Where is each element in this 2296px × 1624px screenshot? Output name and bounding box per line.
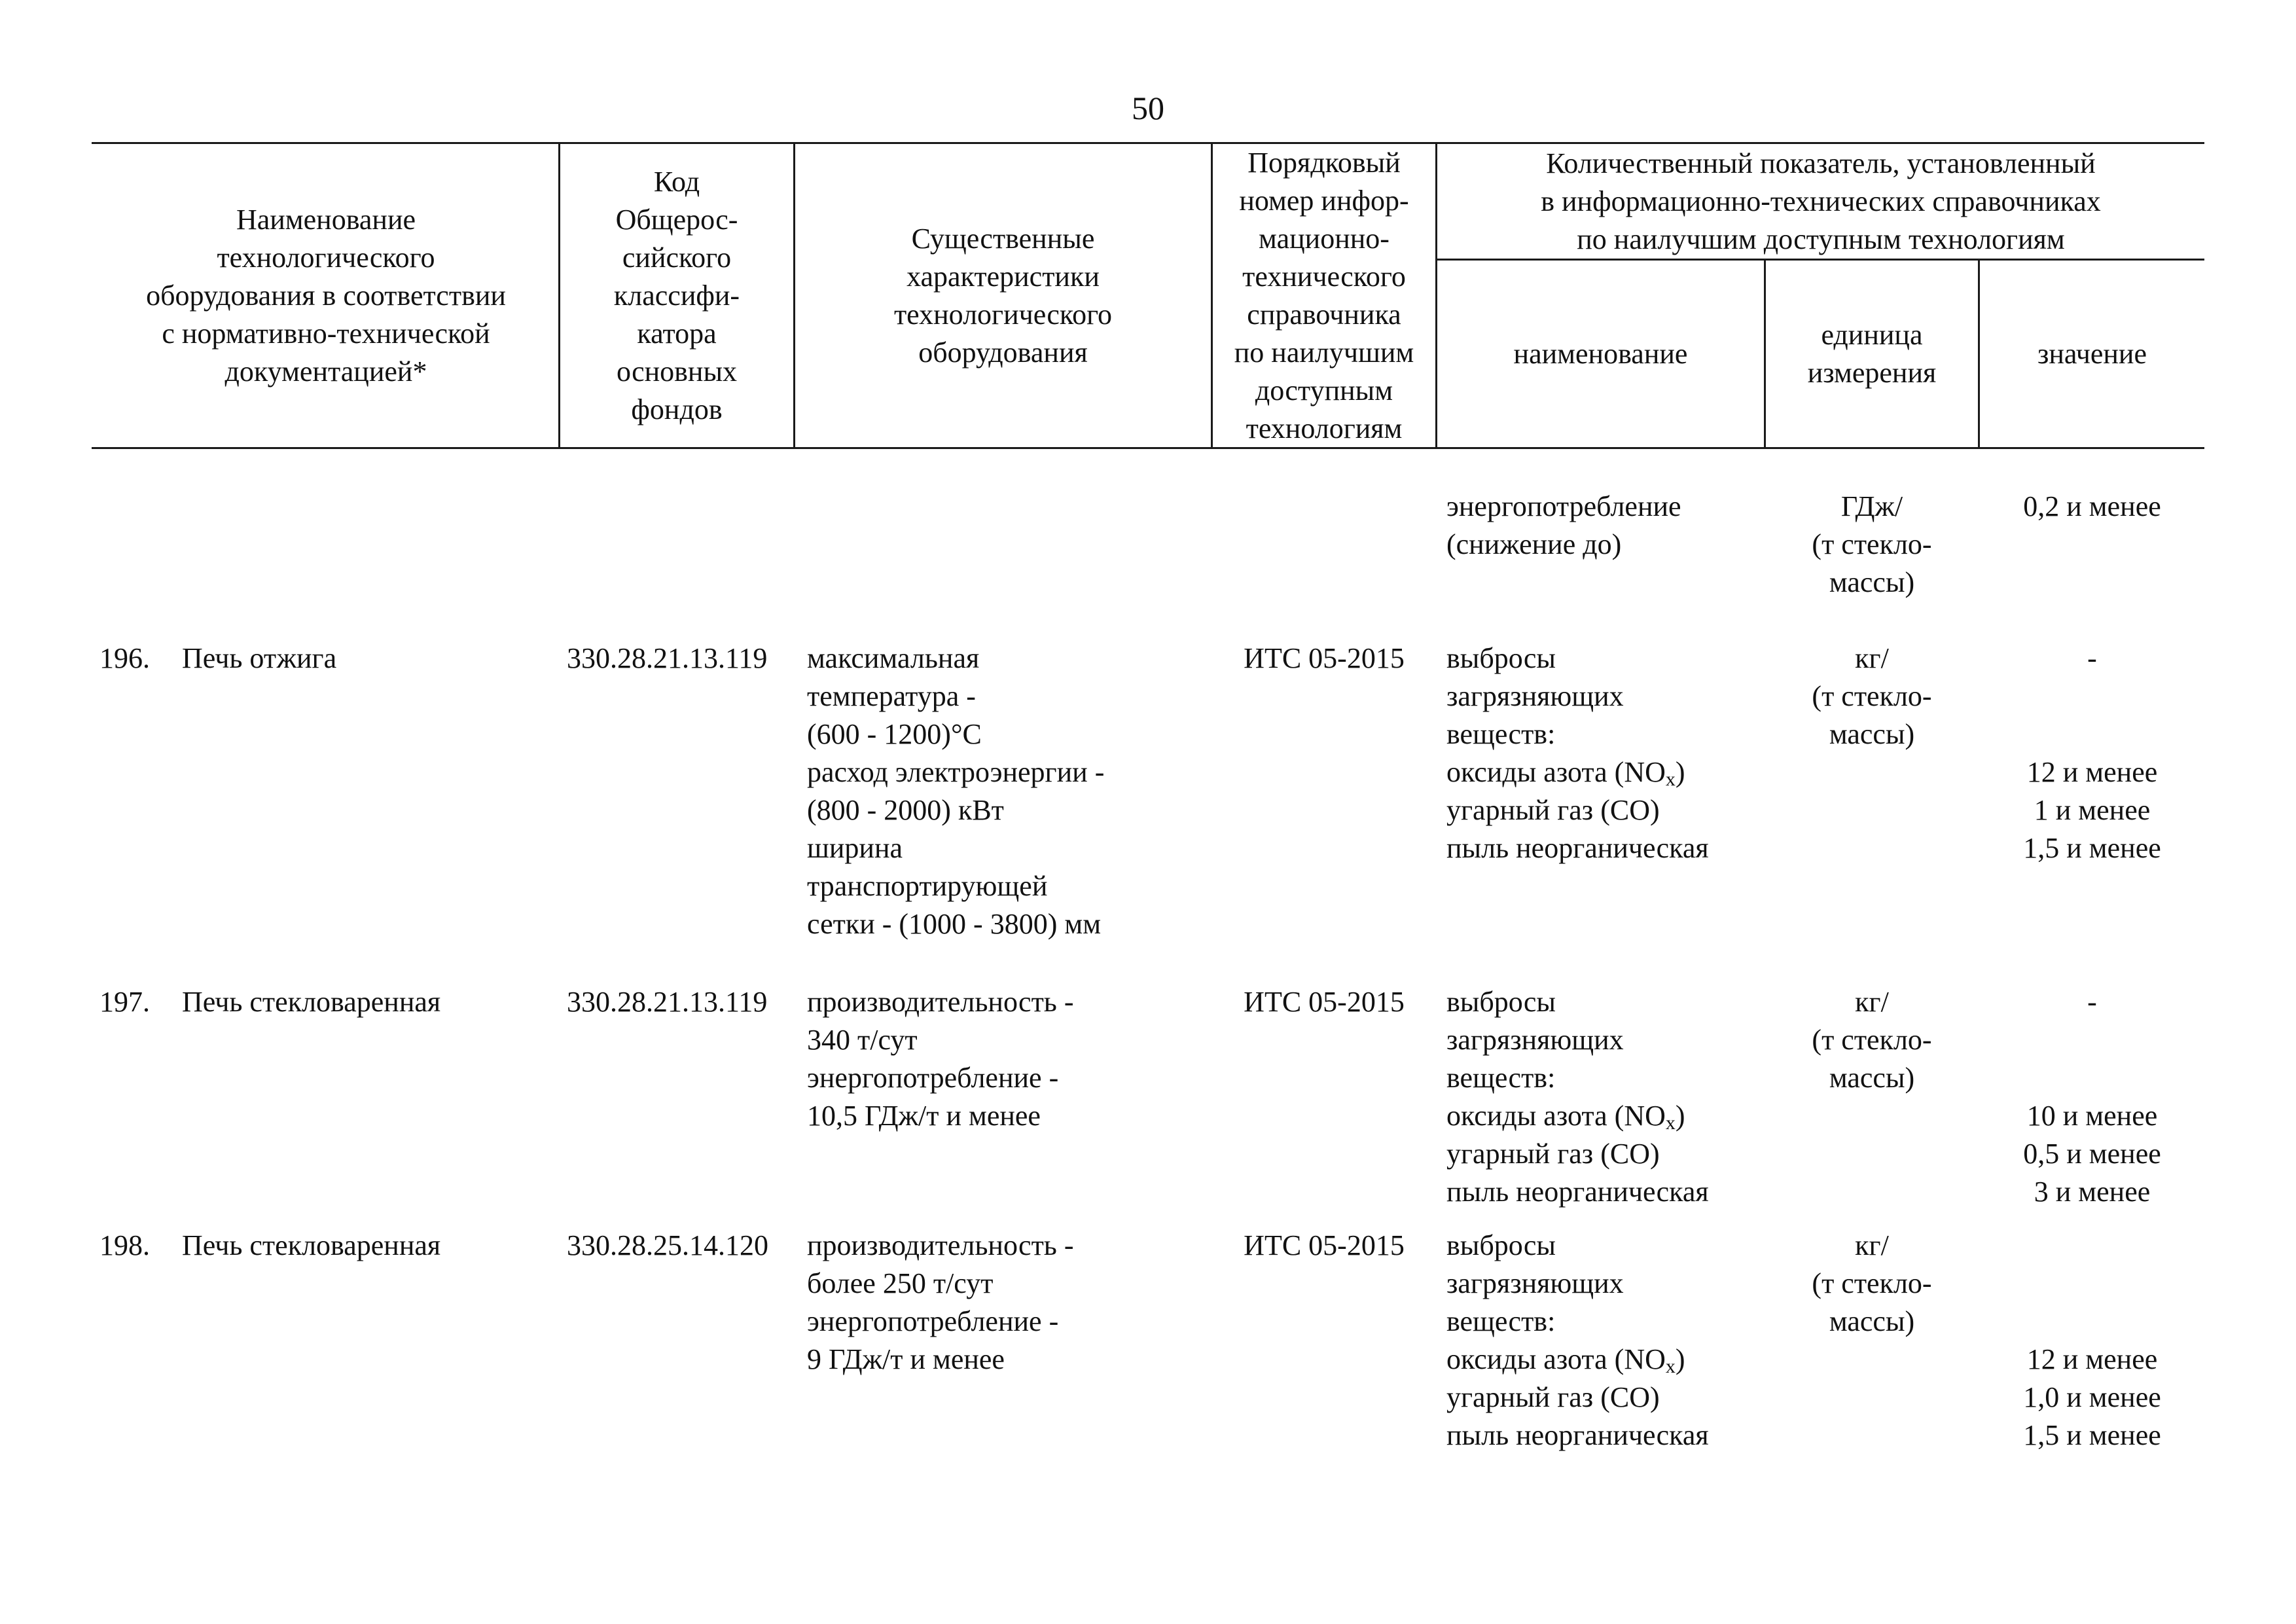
value-co: 1,0 и менее: [2023, 1381, 2161, 1413]
nox-label: оксиды азота (NO: [1446, 1100, 1666, 1132]
its-number: ИТС 05-2015: [1244, 986, 1405, 1018]
nox-close: ): [1675, 1343, 1685, 1375]
unit: кг/ (т стекло- массы): [1812, 642, 1932, 750]
value-dust: 1,5 и менее: [2023, 1419, 2161, 1451]
its-number: ИТС 05-2015: [1244, 642, 1405, 674]
value-dust: 3 и менее: [2034, 1176, 2151, 1208]
indicator-co: угарный газ (СО): [1446, 1138, 1660, 1170]
continuation-indicator: энергопотребление (снижение до): [1446, 490, 1681, 560]
characteristics: максимальная температура - (600 - 1200)°С расход электроэнергии - (800 - 2000) кВт ширина транспортирующей сетки - (1000 - 3800) мм: [807, 642, 1105, 940]
nox-subscript: x: [1665, 768, 1676, 790]
characteristics: производительность - 340 т/сут энергопотребление - 10,5 ГДж/т и менее: [807, 986, 1074, 1132]
equipment-name: Печь отжига: [182, 642, 337, 674]
header-bottom-rule: [92, 447, 2204, 449]
value-head: -: [2087, 986, 2097, 1018]
row-number: 197.: [99, 986, 150, 1018]
indicator-co: угарный газ (СО): [1446, 1381, 1660, 1413]
value-head: -: [2087, 642, 2097, 674]
header-indicator-name: наименование: [1513, 337, 1688, 370]
equipment-name: Печь стекловаренная: [182, 1229, 441, 1261]
nox-subscript: x: [1665, 1112, 1676, 1134]
characteristics: производительность - более 250 т/сут энергопотребление - 9 ГДж/т и менее: [807, 1229, 1074, 1375]
header-equipment-name: Наименование технологического оборудования в соответствии с нормативно-технической документацией*: [146, 203, 506, 388]
unit: кг/ (т стекло- массы): [1812, 1229, 1932, 1337]
indicator-co: угарный газ (СО): [1446, 794, 1660, 826]
indicator-nox: [1446, 1341, 1761, 1379]
unit: кг/ (т стекло- массы): [1812, 986, 1932, 1094]
okof-code: 330.28.21.13.119: [567, 986, 768, 1018]
indicator-emissions-head: выбросы загрязняющих веществ:: [1446, 642, 1624, 750]
nox-label: оксиды азота (NO: [1446, 1343, 1666, 1375]
nox-subscript: x: [1665, 1356, 1676, 1377]
indicator-dust: пыль неорганическая: [1446, 1419, 1709, 1451]
indicator-nox: [1446, 753, 1761, 791]
row-number: 196.: [99, 642, 150, 674]
continuation-unit: ГДж/ (т стекло- массы): [1812, 490, 1932, 598]
page-number: 50: [1132, 90, 1164, 126]
okof-code: 330.28.25.14.120: [567, 1229, 768, 1261]
row-number: 198.: [99, 1229, 150, 1261]
indicator-dust: пыль неорганическая: [1446, 1176, 1709, 1208]
value-co: 0,5 и менее: [2023, 1138, 2161, 1170]
nox-close: ): [1675, 756, 1685, 788]
nox-close: ): [1675, 1100, 1685, 1132]
okof-code: 330.28.21.13.119: [567, 642, 768, 674]
value-co: 1 и менее: [2034, 794, 2151, 826]
continuation-value: 0,2 и менее: [2023, 490, 2161, 522]
header-unit: единица измерения: [1807, 318, 1937, 389]
equipment-name: Печь стекловаренная: [182, 986, 441, 1018]
header-characteristics: Существенные характеристики технологического оборудования: [893, 222, 1113, 369]
nox-label: оксиды азота (NO: [1446, 756, 1666, 788]
indicator-emissions-head: выбросы загрязняющих веществ:: [1446, 986, 1624, 1094]
header-quantitative: Количественный показатель, установленный в информационно-технических справочниках по наилучшим доступным технологиям: [1541, 147, 2101, 255]
indicator-emissions-head: выбросы загрязняющих веществ:: [1446, 1229, 1624, 1337]
value-nox: 12 и менее: [2026, 1343, 2158, 1375]
header-its-number: Порядковый номер инфор- мационно- технического справочника по наилучшим доступным технологиям: [1234, 146, 1414, 444]
indicator-nox: [1446, 1097, 1761, 1135]
value-dust: 1,5 и менее: [2023, 832, 2161, 864]
indicator-dust: пыль неорганическая: [1446, 832, 1709, 864]
its-number: ИТС 05-2015: [1244, 1229, 1405, 1261]
value-nox: 12 и менее: [2026, 756, 2158, 788]
header-value: значение: [2037, 337, 2147, 370]
value-nox: 10 и менее: [2026, 1100, 2158, 1132]
header-okof-code: Код Общерос- сийского классифи- катора основных фондов: [613, 165, 740, 425]
